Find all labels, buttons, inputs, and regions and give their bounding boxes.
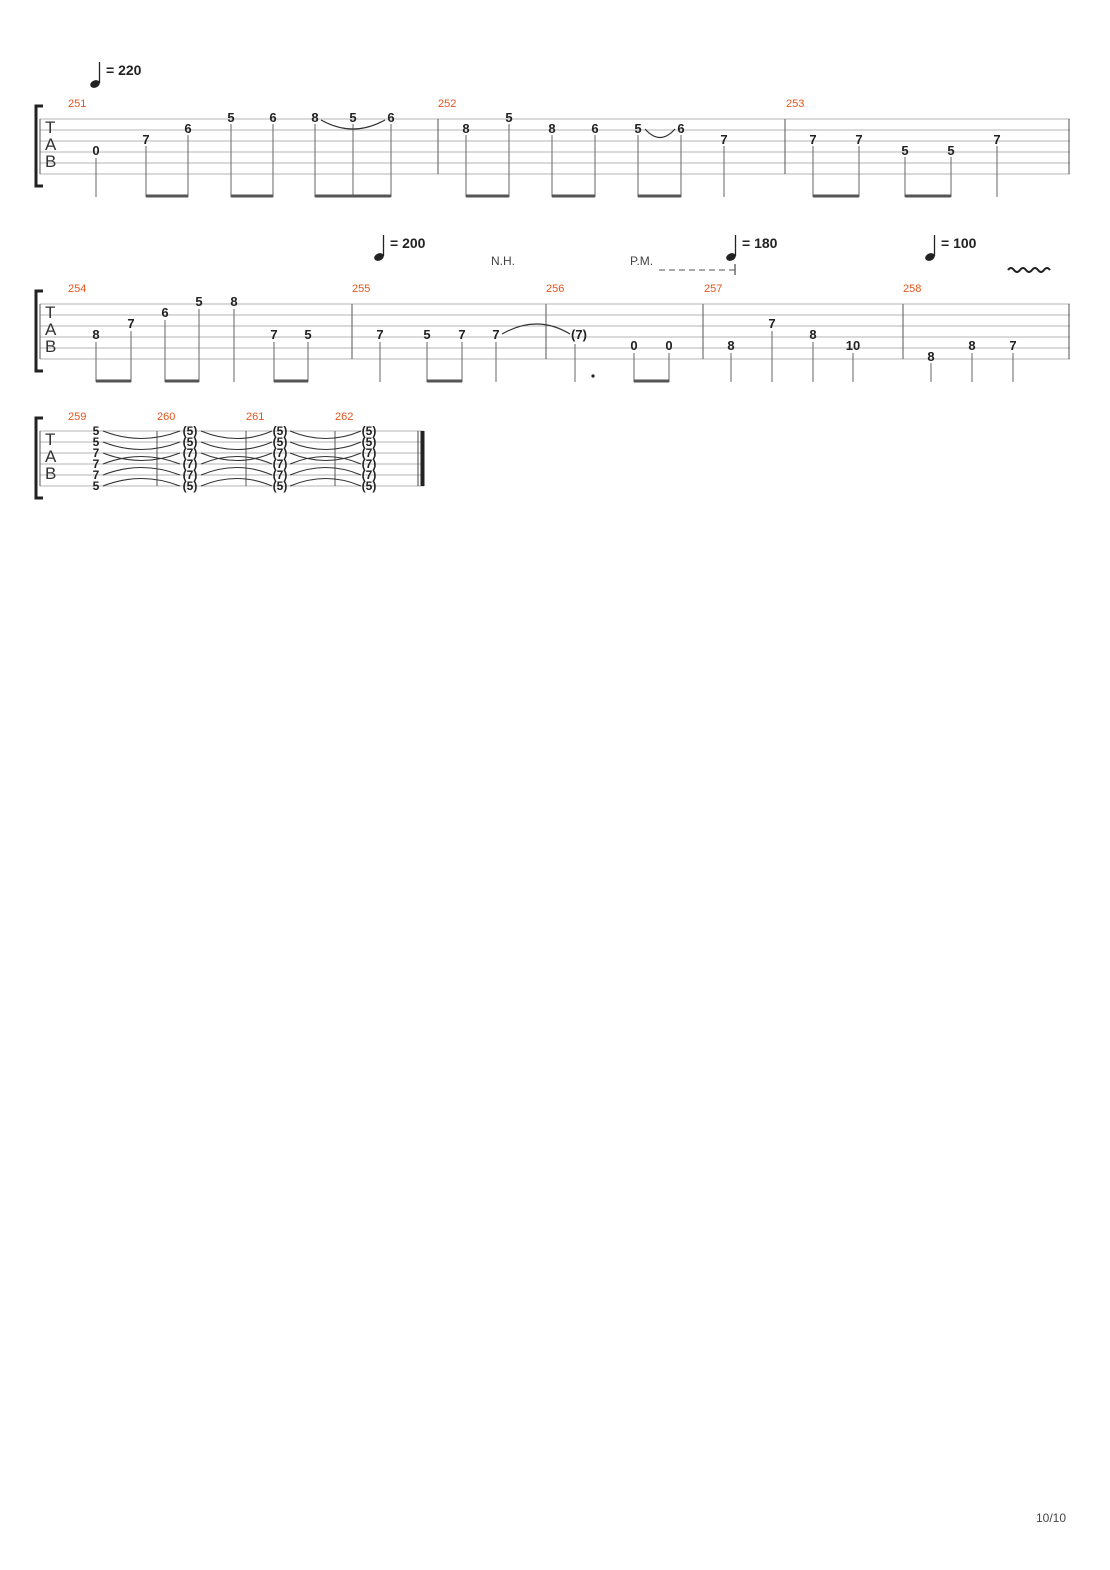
measure-number: 260 [157,411,176,423]
tab-clef [45,118,57,171]
palm-mute-label: P.M. [630,254,654,268]
fret-number: (7) [361,457,377,471]
fret-number: (5) [272,479,288,493]
palm-mute-extension-line [659,264,735,275]
fret-number: 7 [127,316,135,331]
tempo-text: = 200 [390,235,426,251]
tab-clef-t: T [45,118,56,137]
ties [103,431,361,486]
measure-number: 255 [352,283,371,295]
fret-number: (7) [571,327,587,342]
measure-number: 261 [246,411,265,423]
fret-number: 8 [809,327,817,342]
tab-clef [45,303,57,356]
tempo-marking-220 [89,62,142,89]
fret-number: (5) [272,435,288,449]
measure-number: 254 [68,283,87,295]
tab-clef-b: B [45,337,57,356]
measure-number: 252 [438,98,457,110]
fret-number: 5 [227,110,235,125]
fret-number: (5) [182,424,198,438]
fret-number: 5 [505,110,513,125]
natural-harmonic-label: N.H. [491,254,515,268]
ties [321,120,675,138]
tab-clef [45,430,57,483]
tempo-marking-200 [373,235,426,262]
measure-number: 251 [68,98,87,110]
measure-number: 256 [546,283,565,295]
fret-number: 6 [677,121,685,136]
measure-number: 253 [786,98,805,110]
fret-number: (7) [272,468,288,482]
fret-number: (5) [361,479,377,493]
fret-number: (7) [182,446,198,460]
tab-clef-b: B [45,152,57,171]
fret-number: (5) [182,479,198,493]
page-number: 10/10 [1035,1511,1066,1525]
fret-number: 6 [387,110,395,125]
fret-number: 7 [92,446,100,460]
measure-number: 258 [903,283,922,295]
staff-lines [40,304,1070,359]
fret-number: 7 [855,132,863,147]
fret-number: 8 [311,110,319,125]
quarter-note-icon [89,62,101,89]
fret-number: 5 [304,327,312,342]
fret-number: 8 [727,338,735,353]
tempo-text: = 100 [941,235,977,251]
fret-number: 7 [270,327,278,342]
fret-number: 5 [423,327,431,342]
fret-number: 7 [492,327,500,342]
quarter-note-icon [924,235,936,262]
fret-number: 8 [462,121,470,136]
tab-clef-a: A [45,447,57,466]
final-barline [418,431,423,486]
dotted-rhythm-dot [591,374,594,377]
fret-number: 7 [1009,338,1017,353]
fret-number: 5 [634,121,642,136]
fret-number: 6 [591,121,599,136]
measure-number: 262 [335,411,354,423]
fret-number: (5) [361,424,377,438]
fret-number: 6 [184,121,192,136]
fret-number: 10 [845,338,861,353]
fret-number: 7 [720,132,728,147]
fret-number: 5 [92,435,100,449]
chord-fret-numbers [93,424,377,493]
tab-clef-a: A [45,135,57,154]
fret-number: 0 [92,143,100,158]
fret-number: 7 [768,316,776,331]
fret-number: 5 [349,110,357,125]
fret-number: 7 [376,327,384,342]
tempo-marking-180 [725,235,778,262]
fret-number: 8 [927,349,935,364]
fret-number: 7 [458,327,466,342]
fret-number: (7) [272,457,288,471]
fret-number: 6 [161,305,169,320]
fret-number: (7) [361,446,377,460]
fret-number: 6 [269,110,277,125]
fret-number: (5) [182,435,198,449]
tempo-marking-100 [924,235,977,262]
fret-number: 0 [665,338,673,353]
tempo-text: = 180 [742,235,778,251]
quarter-note-icon [725,235,737,262]
tab-clef-b: B [45,464,57,483]
measure-number: 259 [68,411,87,423]
fret-number: 5 [92,424,100,438]
barlines [40,304,1069,359]
note-stems [96,309,1013,382]
tab-clef-t: T [45,430,56,449]
tempo-text: = 220 [106,62,142,78]
tab-clef-a: A [45,320,57,339]
fret-number: 7 [993,132,1001,147]
measure-number: 257 [704,283,723,295]
vibrato-icon [1008,268,1050,272]
tab-clef-t: T [45,303,56,322]
fret-number: 7 [142,132,150,147]
fret-number: 7 [809,132,817,147]
fret-number: 5 [195,294,203,309]
fret-number: 7 [92,457,100,471]
fret-number: 8 [548,121,556,136]
fret-number: 5 [947,143,955,158]
fret-number: (7) [361,468,377,482]
fret-number: (5) [272,424,288,438]
fret-number: 5 [901,143,909,158]
fret-number: 0 [630,338,638,353]
fret-number: 5 [92,479,100,493]
quarter-note-icon [373,235,385,262]
fret-number: (5) [361,435,377,449]
fret-numbers [92,110,1000,158]
fret-number: (7) [182,457,198,471]
fret-number: 7 [92,468,100,482]
fret-number: (7) [272,446,288,460]
fret-number: 8 [968,338,976,353]
fret-number: (7) [182,468,198,482]
fret-number: 8 [230,294,238,309]
fret-number: 8 [92,327,100,342]
